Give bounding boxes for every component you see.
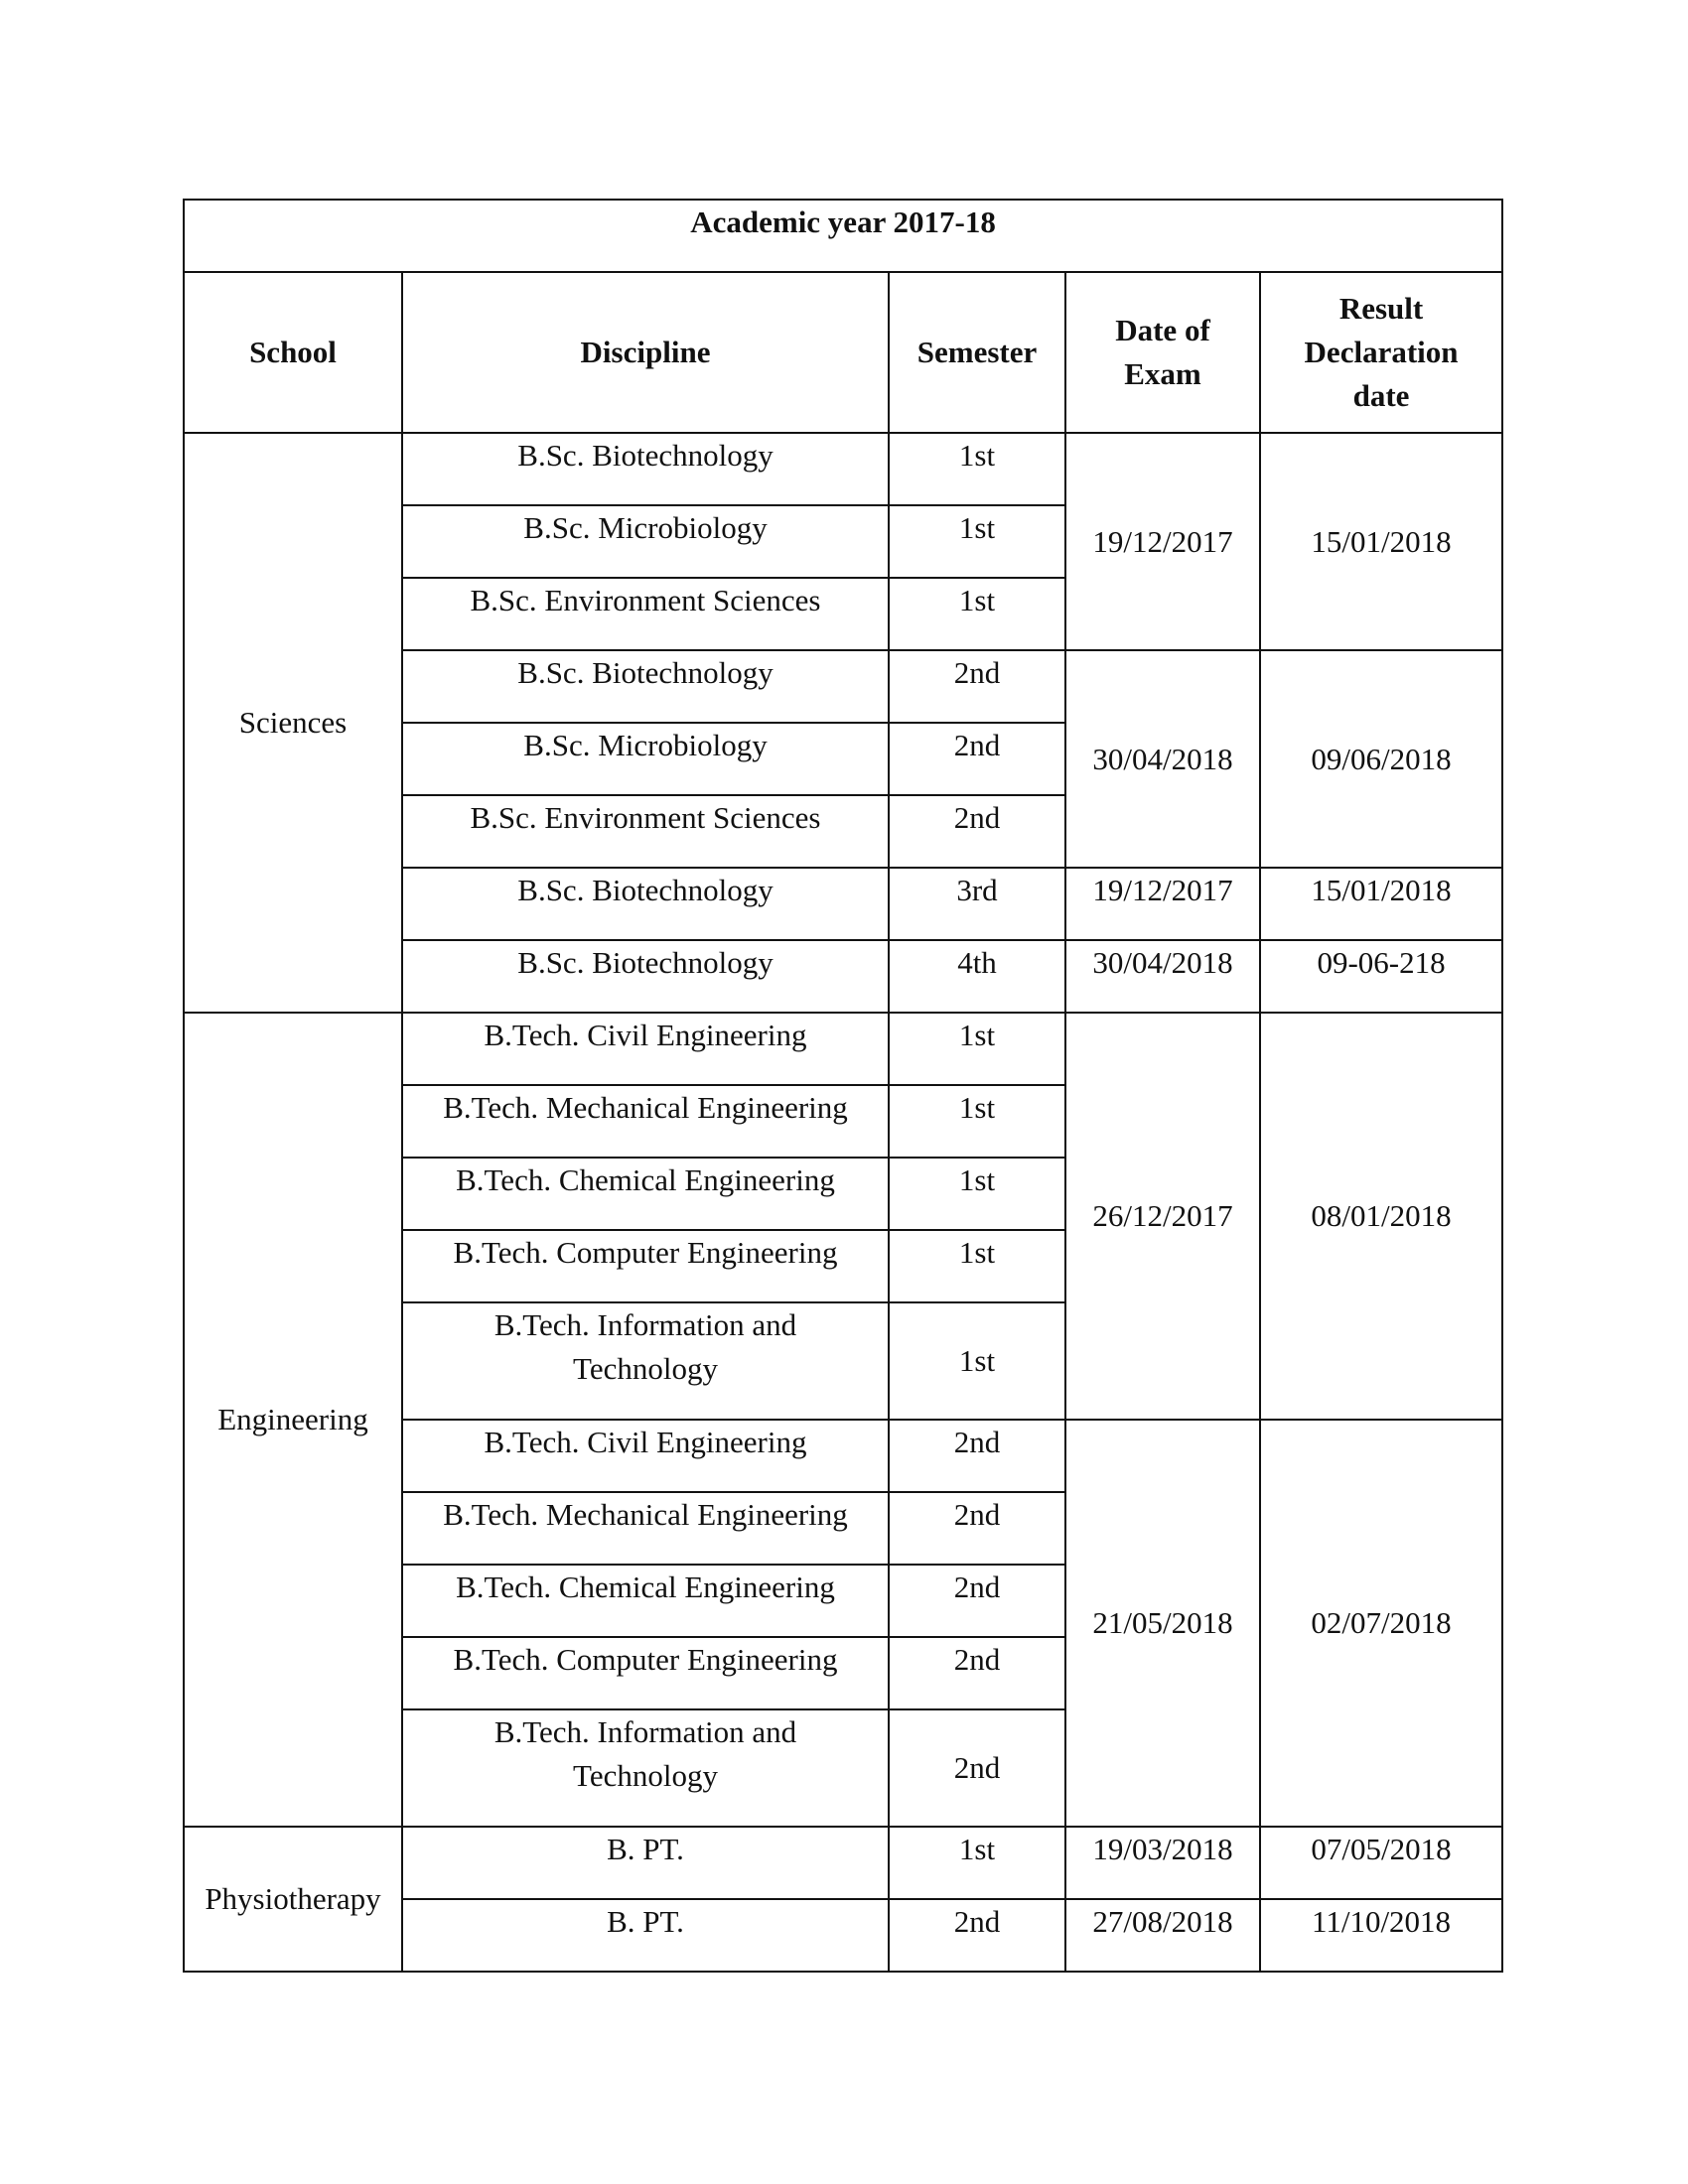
exam-date-cell: 27/08/2018: [1065, 1899, 1260, 1972]
semester-cell: 2nd: [889, 1420, 1065, 1492]
exam-date-cell: 19/12/2017: [1065, 433, 1260, 650]
exam-date-cell: 19/12/2017: [1065, 868, 1260, 940]
result-date-cell: 11/10/2018: [1260, 1899, 1502, 1972]
discipline-cell: B.Sc. Biotechnology: [402, 868, 889, 940]
discipline-cell: B.Sc. Environment Sciences: [402, 795, 889, 868]
discipline-cell: B.Tech. Civil Engineering: [402, 1013, 889, 1085]
discipline-cell: B.Tech. Chemical Engineering: [402, 1158, 889, 1230]
result-date-cell: 15/01/2018: [1260, 868, 1502, 940]
header-result-date: Result Declaration date: [1260, 272, 1502, 433]
table-row: [184, 433, 1502, 505]
table-row: [184, 1827, 1502, 1899]
discipline-cell: B.Sc. Biotechnology: [402, 940, 889, 1013]
semester-cell: 4th: [889, 940, 1065, 1013]
table-row: [184, 1013, 1502, 1085]
school-cell-sciences: Sciences: [184, 433, 402, 1013]
discipline-cell: B.Sc. Biotechnology: [402, 650, 889, 723]
semester-cell: 1st: [889, 1230, 1065, 1302]
header-exam-date: Date of Exam: [1065, 272, 1260, 433]
result-date-cell: 07/05/2018: [1260, 1827, 1502, 1899]
semester-cell: 1st: [889, 505, 1065, 578]
discipline-cell: B. PT.: [402, 1899, 889, 1972]
school-cell-physiotherapy: Physiotherapy: [184, 1827, 402, 1972]
discipline-cell: B.Tech. Mechanical Engineering: [402, 1492, 889, 1565]
exam-schedule-table: [183, 199, 1503, 1973]
exam-date-cell: 26/12/2017: [1065, 1013, 1260, 1420]
semester-cell: 1st: [889, 578, 1065, 650]
semester-cell: 2nd: [889, 723, 1065, 795]
exam-date-cell: 30/04/2018: [1065, 940, 1260, 1013]
semester-cell: 1st: [889, 1827, 1065, 1899]
discipline-cell: B.Tech. Mechanical Engineering: [402, 1085, 889, 1158]
title-row: [184, 200, 1502, 272]
discipline-cell: B.Tech. Computer Engineering: [402, 1637, 889, 1709]
discipline-cell: B.Tech. Civil Engineering: [402, 1420, 889, 1492]
semester-cell: 1st: [889, 1302, 1065, 1420]
discipline-cell: B.Tech. Chemical Engineering: [402, 1565, 889, 1637]
table-title: Academic year 2017-18: [184, 200, 1502, 272]
semester-cell: 1st: [889, 1013, 1065, 1085]
discipline-cell: B.Sc. Biotechnology: [402, 433, 889, 505]
semester-cell: 2nd: [889, 1899, 1065, 1972]
discipline-cell: B.Sc. Microbiology: [402, 505, 889, 578]
semester-cell: 2nd: [889, 1709, 1065, 1827]
result-date-cell: 09-06-218: [1260, 940, 1502, 1013]
semester-cell: 3rd: [889, 868, 1065, 940]
semester-cell: 2nd: [889, 1565, 1065, 1637]
result-date-cell: 09/06/2018: [1260, 650, 1502, 868]
exam-date-cell: 30/04/2018: [1065, 650, 1260, 868]
header-semester: Semester: [889, 272, 1065, 433]
school-cell-engineering: Engineering: [184, 1013, 402, 1827]
discipline-cell: B.Tech. Information and Technology: [402, 1709, 889, 1827]
result-date-cell: 15/01/2018: [1260, 433, 1502, 650]
discipline-cell: B. PT.: [402, 1827, 889, 1899]
discipline-cell: B.Tech. Computer Engineering: [402, 1230, 889, 1302]
exam-date-cell: 19/03/2018: [1065, 1827, 1260, 1899]
result-date-cell: 08/01/2018: [1260, 1013, 1502, 1420]
discipline-cell: B.Tech. Information and Technology: [402, 1302, 889, 1420]
header-discipline: Discipline: [402, 272, 889, 433]
discipline-cell: B.Sc. Microbiology: [402, 723, 889, 795]
result-date-cell: 02/07/2018: [1260, 1420, 1502, 1827]
semester-cell: 1st: [889, 1085, 1065, 1158]
header-school: School: [184, 272, 402, 433]
exam-date-cell: 21/05/2018: [1065, 1420, 1260, 1827]
semester-cell: 2nd: [889, 650, 1065, 723]
semester-cell: 2nd: [889, 1492, 1065, 1565]
discipline-cell: B.Sc. Environment Sciences: [402, 578, 889, 650]
semester-cell: 1st: [889, 433, 1065, 505]
header-row: [184, 272, 1502, 433]
semester-cell: 2nd: [889, 1637, 1065, 1709]
semester-cell: 2nd: [889, 795, 1065, 868]
semester-cell: 1st: [889, 1158, 1065, 1230]
